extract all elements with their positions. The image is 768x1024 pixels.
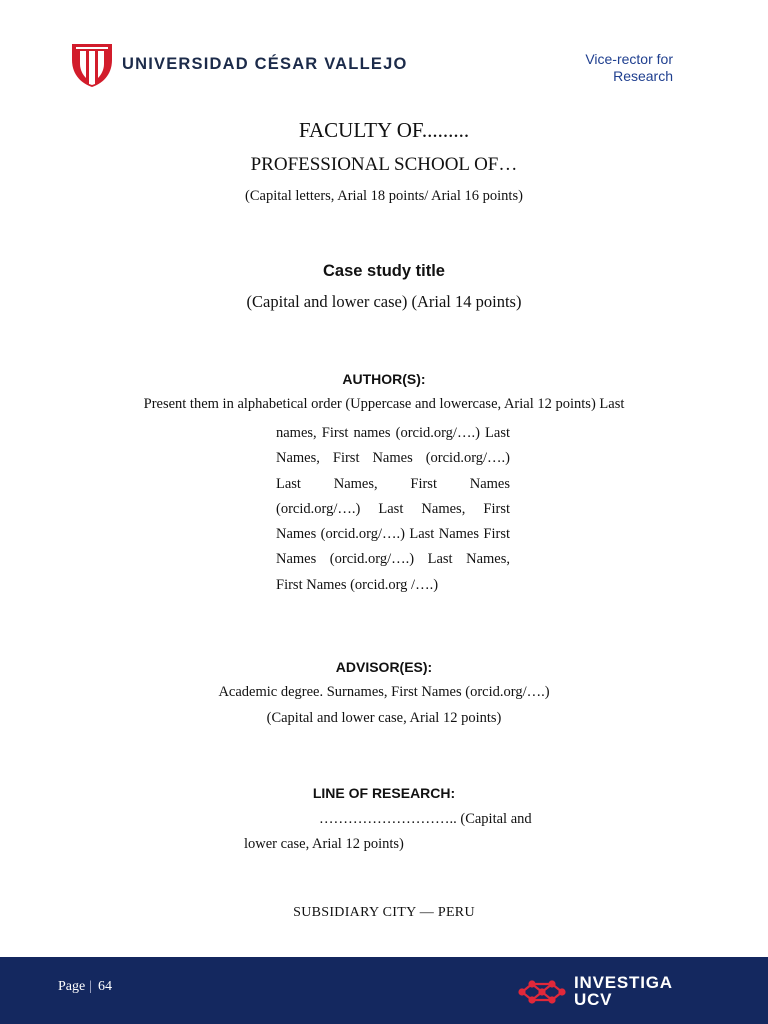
- document-footer: [0, 957, 768, 1024]
- university-name-logo: UNIVERSIDAD CÉSAR VALLEJO: [122, 55, 408, 73]
- research-line-placeholder: ……………………….. (Capital and: [319, 811, 532, 827]
- city-country-label: SUBSIDIARY CITY — PERU: [293, 905, 475, 920]
- case-study-format-note: (Capital and lower case) (Arial 14 points): [246, 292, 522, 311]
- case-study-title: Case study title: [323, 262, 445, 280]
- faculty-heading: FACULTY OF.........: [298, 118, 470, 142]
- authors-intro-text: Present them in alphabetical order (Uppercase and lowercase, Arial 12 points) Last: [143, 396, 625, 412]
- page-number: 64: [98, 979, 113, 994]
- vice-rector-line2: Research: [613, 68, 673, 84]
- university-shield-logo-icon: [71, 42, 113, 88]
- advisor-format-note: (Capital and lower case, Arial 12 points): [266, 710, 502, 726]
- advisors-heading: ADVISOR(ES):: [335, 659, 433, 675]
- school-heading: PROFESSIONAL SCHOOL OF…: [250, 154, 518, 175]
- investiga-brand-line2: UCV: [574, 990, 613, 1009]
- vice-rector-line1: Vice-rector for: [585, 51, 673, 67]
- research-line-format-note: lower case, Arial 12 points): [244, 836, 404, 852]
- title-format-note: (Capital letters, Arial 18 points/ Arial 16 points): [245, 188, 523, 204]
- document-header: [0, 0, 768, 100]
- research-line-heading: LINE OF RESEARCH:: [312, 785, 456, 801]
- authors-list-text: names, First names (orcid.org/….) Last Names, First Names (orcid.org/….) Last Names, First Names (orcid.org/….) Last Names, First Names (orcid.org/….) Last Names First Names (orcid.org/….) Last Names, First Names (orcid.org /….): [276, 425, 510, 593]
- page-label: Page: [58, 979, 86, 994]
- investiga-ucv-logo-text: [574, 974, 673, 1008]
- page-indicator: [58, 979, 112, 995]
- investiga-brand-line1: INVESTIGA: [574, 973, 673, 992]
- authors-heading: AUTHOR(S):: [342, 371, 426, 387]
- page-separator: |: [89, 979, 93, 994]
- advisor-entry: Academic degree. Surnames, First Names (orcid.org/….): [218, 684, 550, 700]
- investiga-network-logo-icon: [516, 977, 572, 1007]
- vice-rector-label: [585, 51, 673, 85]
